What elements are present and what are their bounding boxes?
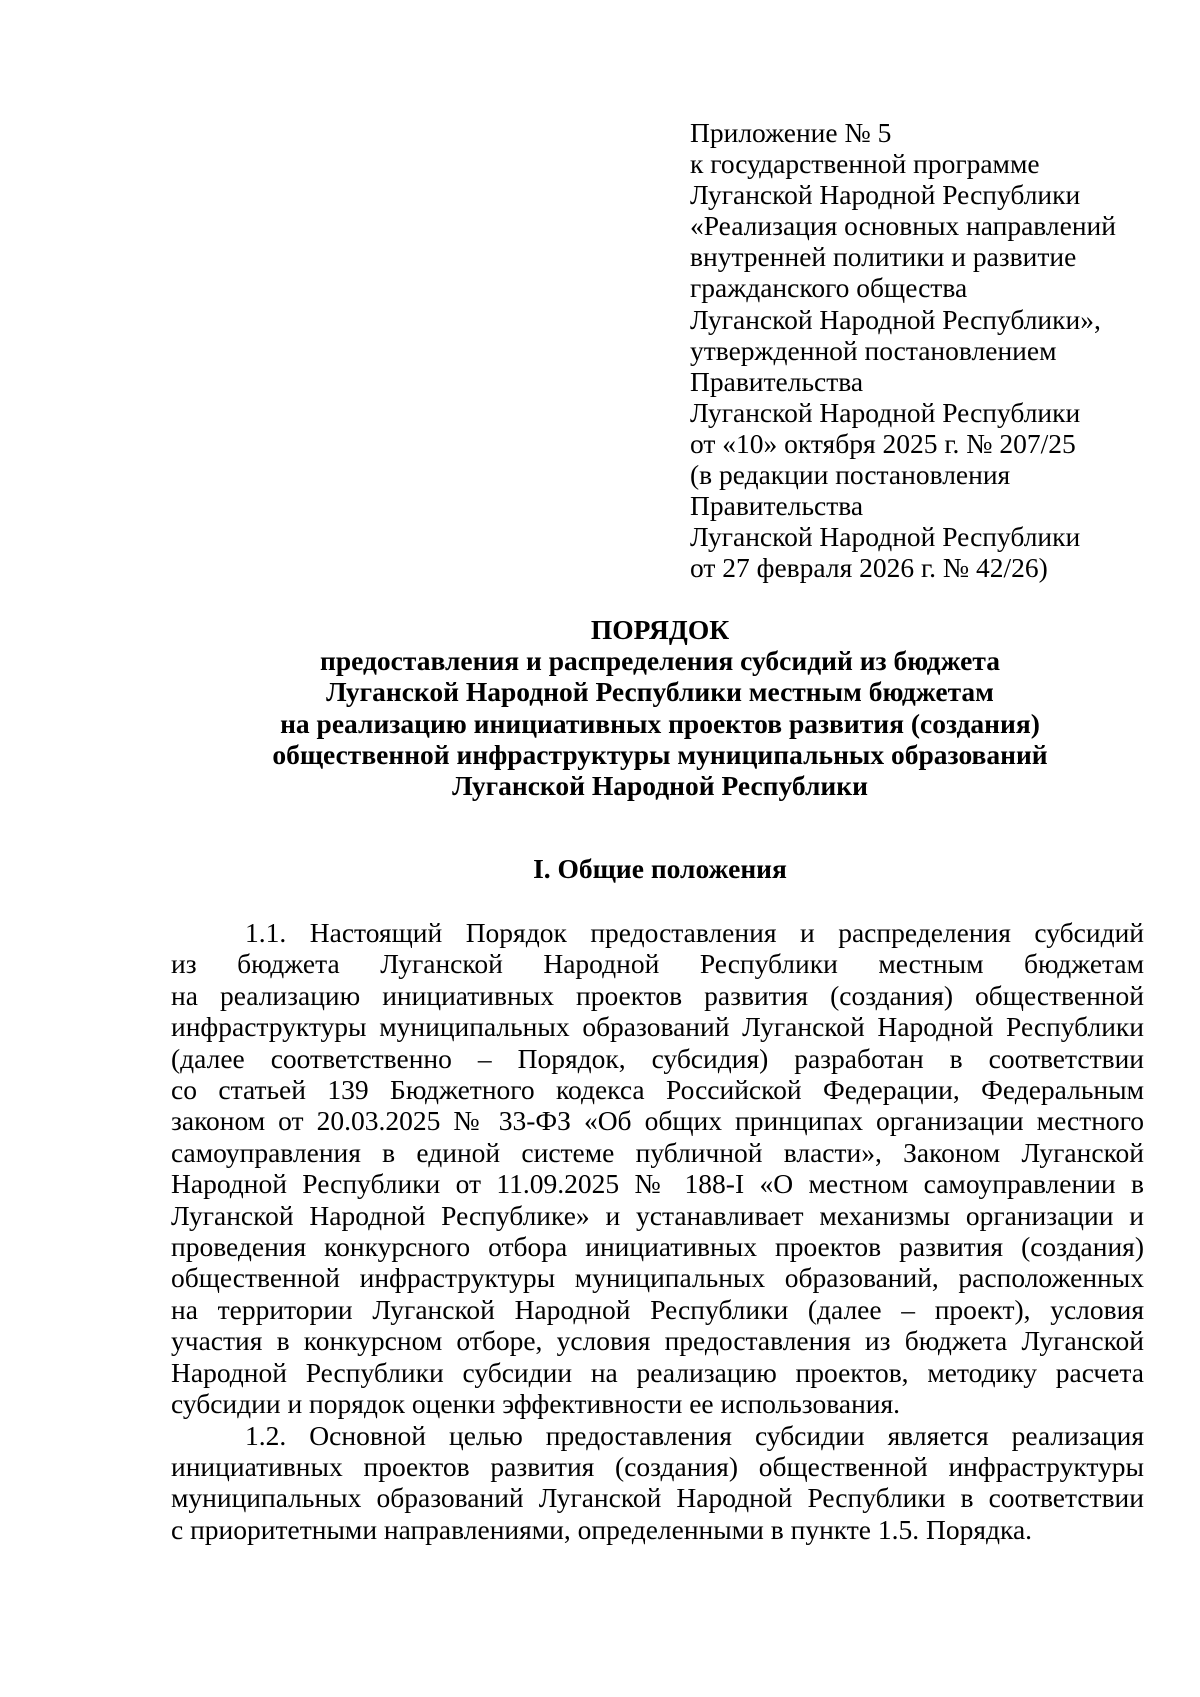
appendix-line: Луганской Народной Республики	[690, 521, 1081, 553]
section-body	[171, 917, 1144, 1545]
appendix-line: гражданского общества	[690, 272, 968, 304]
appendix-line: внутренней политики и развитие	[690, 241, 1077, 273]
paragraph-line: законом от 20.03.2025 № 33-ФЗ «Об общих принципах организации местного	[171, 1105, 1144, 1137]
paragraph-1-2	[171, 1420, 1144, 1546]
title-line: Луганской Народной Республики местным бюджетам	[326, 676, 994, 708]
paragraph-line: Луганской Народной Республике» и устанавливает механизмы организации и	[171, 1199, 1144, 1231]
appendix-line: Луганской Народной Республики	[690, 179, 1081, 211]
paragraph-line: общественной инфраструктуры муниципальных образований, расположенных	[171, 1262, 1144, 1294]
title-line: на реализацию инициативных проектов развития (создания)	[280, 707, 1040, 739]
paragraph-line: Народной Республики от 11.09.2025 № 188-I «О местном самоуправлении в	[171, 1168, 1144, 1200]
title-heading: ПОРЯДОК	[590, 614, 730, 645]
appendix-line: (в редакции постановления	[690, 459, 1011, 491]
paragraph-line: участия в конкурсном отборе, условия предоставления из бюджета Луганской	[171, 1325, 1144, 1357]
appendix-line: Правительства	[690, 490, 864, 522]
paragraph-line: проведения конкурсного отбора инициативных проектов развития (создания)	[171, 1231, 1144, 1263]
appendix-line: Правительства	[690, 365, 864, 397]
paragraph-line: 1.2. Основной целью предоставления субсидии является реализация	[245, 1419, 1144, 1451]
section-heading: I. Общие положения	[533, 853, 787, 884]
appendix-line: к государственной программе	[690, 148, 1040, 180]
paragraph-1-1	[171, 917, 1144, 1420]
appendix-line: от 27 февраля 2026 г. № 42/26)	[690, 552, 1048, 584]
document-title	[150, 614, 1170, 801]
paragraph-line: (далее соответственно – Порядок, субсидия) разработан в соответствии	[171, 1042, 1144, 1074]
paragraph-line: 1.1. Настоящий Порядок предоставления и распределения субсидий	[245, 917, 1144, 948]
paragraph-line: из бюджета Луганской Народной Республики местным бюджетам	[171, 948, 1144, 980]
appendix-line: Луганской Народной Республики	[690, 396, 1081, 428]
paragraph-line: на территории Луганской Народной Республики (далее – проект), условия	[171, 1293, 1144, 1325]
paragraph-line: на реализацию инициативных проектов развития (создания) общественной	[171, 979, 1144, 1011]
appendix-line: Приложение № 5	[690, 117, 892, 148]
paragraph-line: самоуправления в единой системе публичной власти», Законом Луганской	[171, 1136, 1144, 1168]
appendix-line: утвержденной постановлением	[690, 334, 1057, 366]
paragraph-line: инициативных проектов развития (создания) общественной инфраструктуры	[171, 1450, 1144, 1482]
appendix-line: от «10» октября 2025 г. № 207/25	[690, 427, 1076, 459]
appendix-line: Луганской Народной Республики»,	[690, 303, 1101, 335]
paragraph-line: с приоритетными направлениями, определенными в пункте 1.5. Порядка.	[171, 1513, 1033, 1545]
appendix-header	[690, 117, 1170, 583]
title-line: Луганской Народной Республики	[452, 770, 868, 802]
title-line: общественной инфраструктуры муниципальных образований	[272, 738, 1048, 770]
appendix-line: «Реализация основных направлений	[690, 210, 1116, 242]
paragraph-line: субсидии и порядок оценки эффективности ее использования.	[171, 1388, 901, 1420]
paragraph-line: инфраструктуры муниципальных образований Луганской Народной Республики	[171, 1011, 1144, 1043]
title-line: предоставления и распределения субсидий из бюджета	[320, 645, 1000, 677]
paragraph-line: Народной Республики субсидии на реализацию проектов, методику расчета	[171, 1356, 1144, 1388]
paragraph-line: муниципальных образований Луганской Народной Республики в соответствии	[171, 1482, 1144, 1514]
paragraph-line: со статьей 139 Бюджетного кодекса Российской Федерации, Федеральным	[171, 1074, 1144, 1106]
